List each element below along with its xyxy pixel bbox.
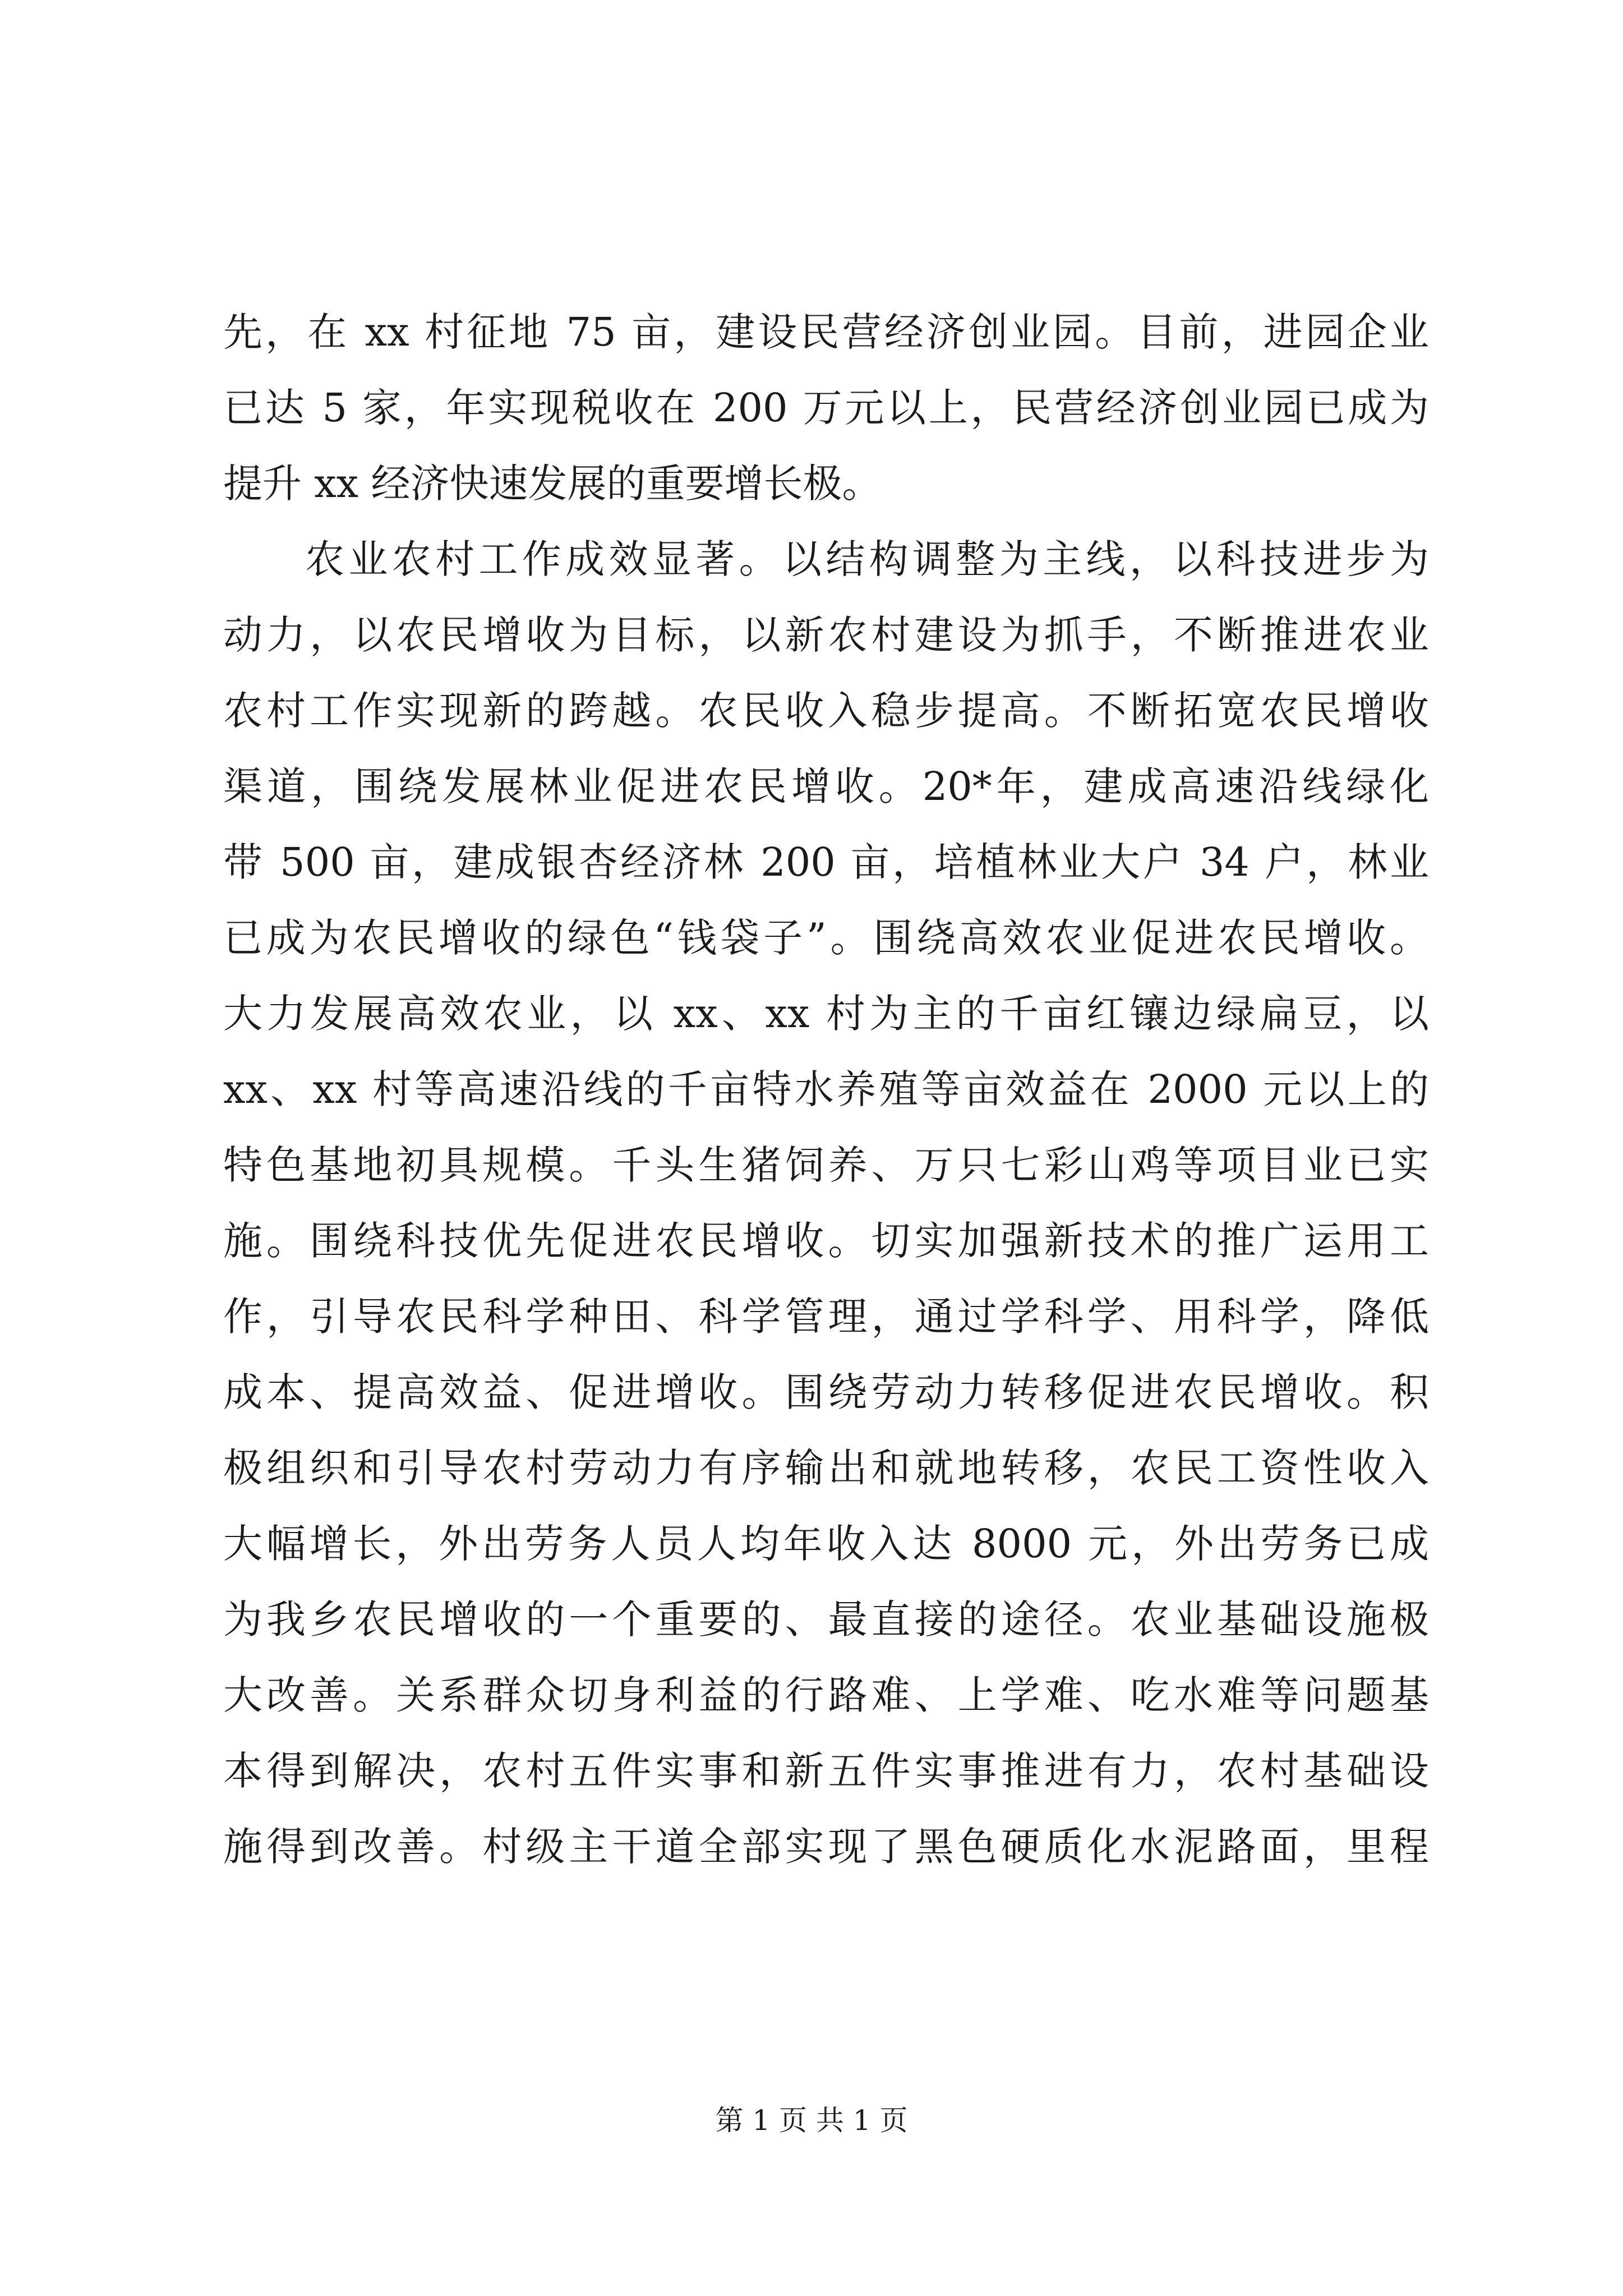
page-footer <box>0 2101 1623 2140</box>
text-line: 已成为农民增收的绿色“钱袋子”。围绕高效农业促进农民增收。 <box>223 915 1429 961</box>
text-line: 施得到改善。村级主干道全部实现了黑色硬质化水泥路面，里程 <box>223 1824 1429 1870</box>
text-line: 大幅增长，外出劳务人员人均年收入达 8000 元，外出劳务已成 <box>223 1521 1429 1567</box>
text-line: 施。围绕科技优先促进农民增收。切实加强新技术的推广运用工 <box>223 1218 1429 1264</box>
body-text <box>223 295 1429 1885</box>
text-line: 渠道，围绕发展林业促进农民增收。20*年，建成高速沿线绿化 <box>223 763 1429 809</box>
text-line: 提升 xx 经济快速发展的重要增长极。 <box>223 461 882 507</box>
text-line: 先，在 xx 村征地 75 亩，建设民营经济创业园。目前，进园企业 <box>223 309 1429 355</box>
text-line: 特色基地初具规模。千头生猪饲养、万只七彩山鸡等项目业已实 <box>223 1142 1429 1188</box>
text-line: 极组织和引导农村劳动力有序输出和就地转移，农民工资性收入 <box>223 1445 1429 1491</box>
text-line: 成本、提高效益、促进增收。围绕劳动力转移促进农民增收。积 <box>223 1369 1429 1415</box>
text-line: 作，引导农民科学种田、科学管理，通过学科学、用科学，降低 <box>223 1294 1429 1340</box>
text-line: 带 500 亩，建成银杏经济林 200 亩，培植林业大户 34 户，林业 <box>223 839 1429 885</box>
text-line: xx、xx 村等高速沿线的千亩特水养殖等亩效益在 2000 元以上的 <box>223 1066 1429 1112</box>
text-line: 大力发展高效农业，以 xx、xx 村为主的千亩红镶边绿扁豆，以 <box>223 991 1429 1037</box>
text-line: 已达 5 家，年实现税收在 200 万元以上，民营经济创业园已成为 <box>223 385 1429 431</box>
text-line: 农村工作实现新的跨越。农民收入稳步提高。不断拓宽农民增收 <box>223 688 1429 734</box>
text-line: 动力，以农民增收为目标，以新农村建设为抓手，不断推进农业 <box>223 612 1429 658</box>
page-number-label: 第 1 页 共 1 页 <box>715 2104 908 2137</box>
text-line: 为我乡农民增收的一个重要的、最直接的途径。农业基础设施极 <box>223 1596 1429 1642</box>
text-line: 农业农村工作成效显著。以结构调整为主线，以科技进步为 <box>305 536 1429 582</box>
text-line: 本得到解决，农村五件实事和新五件实事推进有力，农村基础设 <box>223 1748 1429 1794</box>
text-line: 大改善。关系群众切身利益的行路难、上学难、吃水难等问题基 <box>223 1672 1429 1718</box>
